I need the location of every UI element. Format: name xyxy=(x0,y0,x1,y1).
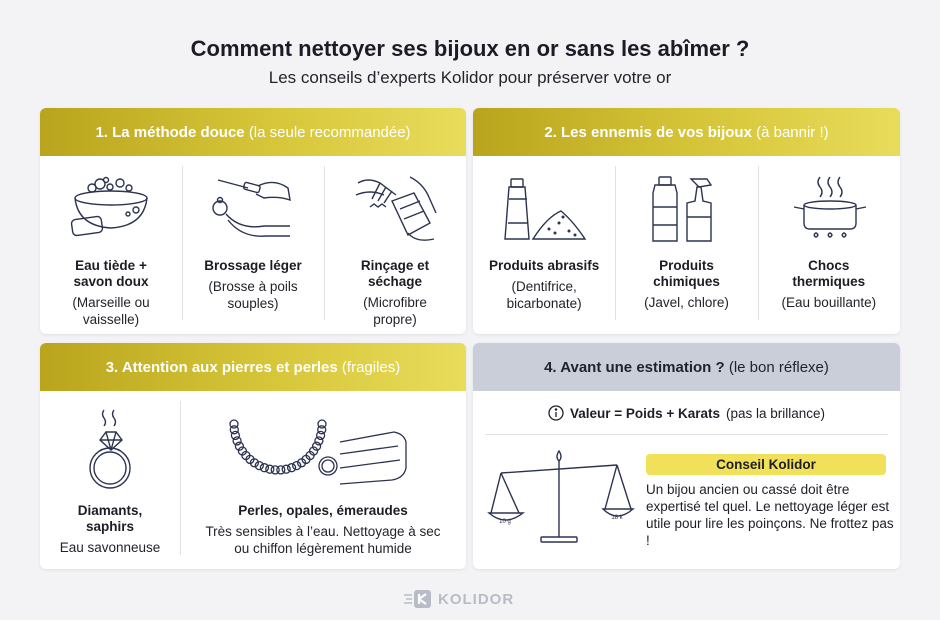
tip-title: Eau tiède + savon doux xyxy=(73,258,149,289)
page-subtitle: Les conseils d’experts Kolidor pour préserver votre or xyxy=(268,68,672,87)
enemy-desc: (Eau bouillante) xyxy=(781,295,877,310)
enemy-chemicals xyxy=(615,166,757,328)
scale-right-label: 18 k xyxy=(611,515,623,521)
soap-bowl-icon xyxy=(66,174,156,244)
card-header xyxy=(473,343,900,391)
tip-warm-water xyxy=(40,166,182,328)
card-note: (fragiles) xyxy=(341,358,401,376)
page-title: Comment nettoyer ses bijoux en or sans les abîmer ? xyxy=(190,36,750,61)
hands-cloth-icon xyxy=(350,173,440,245)
enemy-thermal-shock xyxy=(758,166,900,328)
card-estimation xyxy=(473,343,900,569)
tip-desc: (Microfibre propre) xyxy=(363,295,427,327)
card-enemies xyxy=(473,108,900,334)
card-note: (le bon réflexe) xyxy=(728,358,829,376)
pearl-bead xyxy=(288,464,296,472)
pearl-bead xyxy=(317,431,325,439)
boiling-pot-icon xyxy=(784,173,874,245)
card-title: 1. La méthode douce xyxy=(95,123,245,141)
stone-title: Diamants, saphirs xyxy=(77,503,143,534)
pearl-bead xyxy=(266,465,274,473)
brand-name: KOLIDOR xyxy=(438,590,515,608)
kolidor-logo-icon xyxy=(404,589,432,609)
tip-desc: (Brosse à poils souples) xyxy=(208,279,298,311)
divider xyxy=(485,434,888,435)
card-header xyxy=(473,108,900,156)
value-formula xyxy=(473,405,900,421)
tip-light-brushing xyxy=(182,166,324,328)
card-gentle-method xyxy=(40,108,466,334)
card-title: 3. Attention aux pierres et perles xyxy=(105,358,338,376)
formula-text: Valeur = Poids + Karats xyxy=(569,405,721,421)
card-header xyxy=(40,343,466,391)
advice-text: Un bijou ancien ou cassé doit être expertisé tel quel. Le nettoyage léger est utile pour lire les poinçons. Ne frottez pas ! xyxy=(646,482,894,548)
formula-note: (pas la brillance) xyxy=(726,405,826,421)
tip-rinse-dry xyxy=(324,166,466,328)
card-title: 2. Les ennemis de vos bijoux xyxy=(544,123,752,141)
stone-title: Perles, opales, émeraudes xyxy=(238,503,408,518)
brand-logo xyxy=(404,589,514,609)
stone-desc: Eau savonneuse xyxy=(59,540,161,555)
card-stones-pearls xyxy=(40,343,466,569)
enemy-desc: (Javel, chlore) xyxy=(644,295,729,310)
tube-powder-icon xyxy=(499,173,589,245)
stone-diamonds xyxy=(40,401,180,563)
chemical-bottles-icon xyxy=(641,173,731,245)
pearls-towel-icon xyxy=(228,404,418,494)
info-icon xyxy=(548,405,564,421)
advice-badge: Conseil Kolidor xyxy=(646,454,886,475)
card-title: 4. Avant une estimation ? xyxy=(544,358,725,376)
diamond-ring-icon xyxy=(80,404,140,494)
enemy-title: Produits abrasifs xyxy=(489,258,600,273)
card-header xyxy=(40,108,466,156)
enemy-abrasives xyxy=(473,166,615,328)
stone-desc: Très sensibles à l’eau. Nettoyage à sec ou chiffon légèrement humide xyxy=(205,524,441,556)
enemy-title: Chocs thermiques xyxy=(792,258,866,289)
pearl-bead xyxy=(230,420,238,428)
pearl-bead xyxy=(260,464,268,472)
scale-icon xyxy=(487,447,637,545)
enemy-desc: (Dentifrice, bicarbonate) xyxy=(506,279,582,311)
card-note: (à bannir !) xyxy=(756,123,829,141)
pearl-bead xyxy=(231,431,239,439)
stone-pearls xyxy=(180,401,466,563)
brush-ring-icon xyxy=(208,174,298,244)
enemy-title: Produits chimiques xyxy=(653,258,720,289)
tip-title: Rinçage et séchage xyxy=(360,258,430,289)
tip-desc: (Marseille ou vaisselle) xyxy=(72,295,150,327)
pearl-bead xyxy=(318,426,326,434)
card-note: (la seule recommandée) xyxy=(248,123,411,141)
tip-title: Brossage léger xyxy=(204,258,302,273)
scale-left-label: 10 g xyxy=(499,519,511,525)
